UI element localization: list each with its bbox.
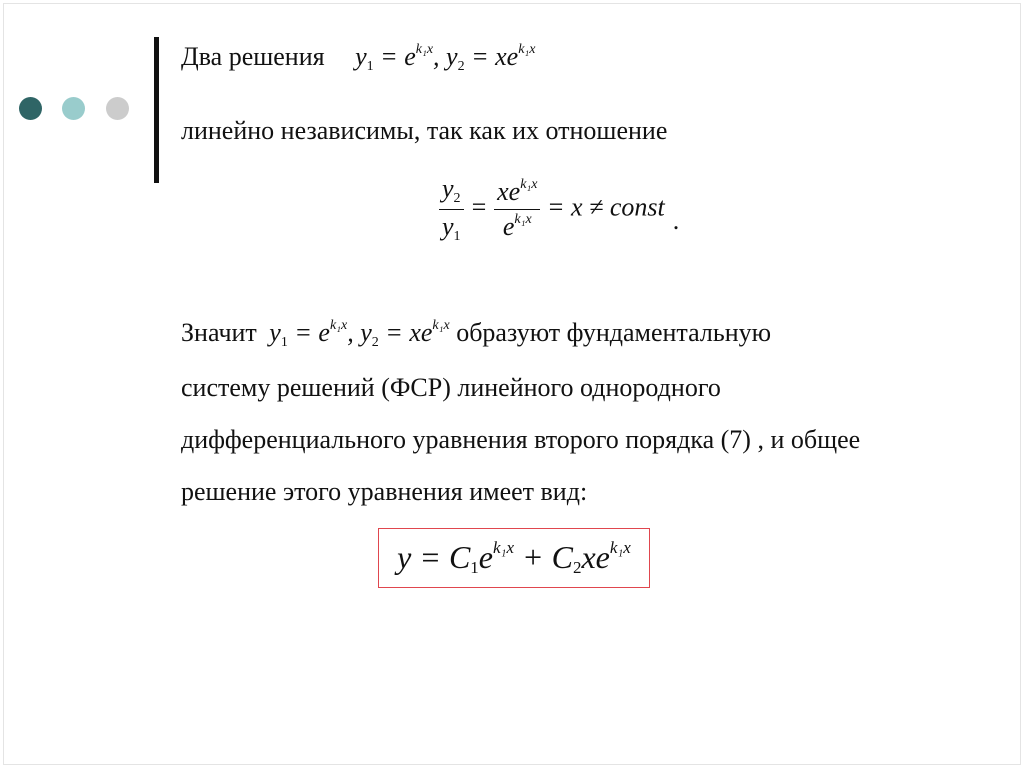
general-solution-box [378, 528, 650, 588]
decor-dot-gray [106, 97, 129, 120]
slide [3, 3, 1021, 765]
para-line-3: решение этого уравнения имеет вид: [181, 477, 588, 506]
formula-solutions: $y_1 = e^{k_1x}$, $y_2 = xe^{k_1x}$ [355, 42, 536, 74]
line-two-solutions [181, 42, 536, 75]
title-divider [154, 37, 159, 183]
line-independent: линейно независимы, так как их отношение [181, 116, 668, 145]
formula-fsr: $y_1 = e^{k_1x}$, $y_2 = xe^{k_1x}$ [269, 318, 450, 350]
formula-ratio: $\frac{y_2}{y_1}$ = $\frac{xe^{k_1x}}{e^{k_1x}}$ = x ≠ const . [439, 174, 679, 245]
text: Два решения [181, 42, 325, 71]
formula-general-solution: $y = C_1e^{k_1x} + C_2xe^{k_1x}$ [397, 538, 631, 577]
decor-dot-dark [19, 97, 42, 120]
line-therefore: Значит $y_1 = e^{k_1x}$, $y_2 = xe^{k_1x}$ образуют фундаментальную [181, 318, 772, 350]
decor-dot-light [62, 97, 85, 120]
para-line-1: систему решений (ФСР) линейного однородного [181, 373, 721, 402]
para-line-2: дифференциального уравнения второго порядка (7) , и общее [181, 425, 861, 454]
